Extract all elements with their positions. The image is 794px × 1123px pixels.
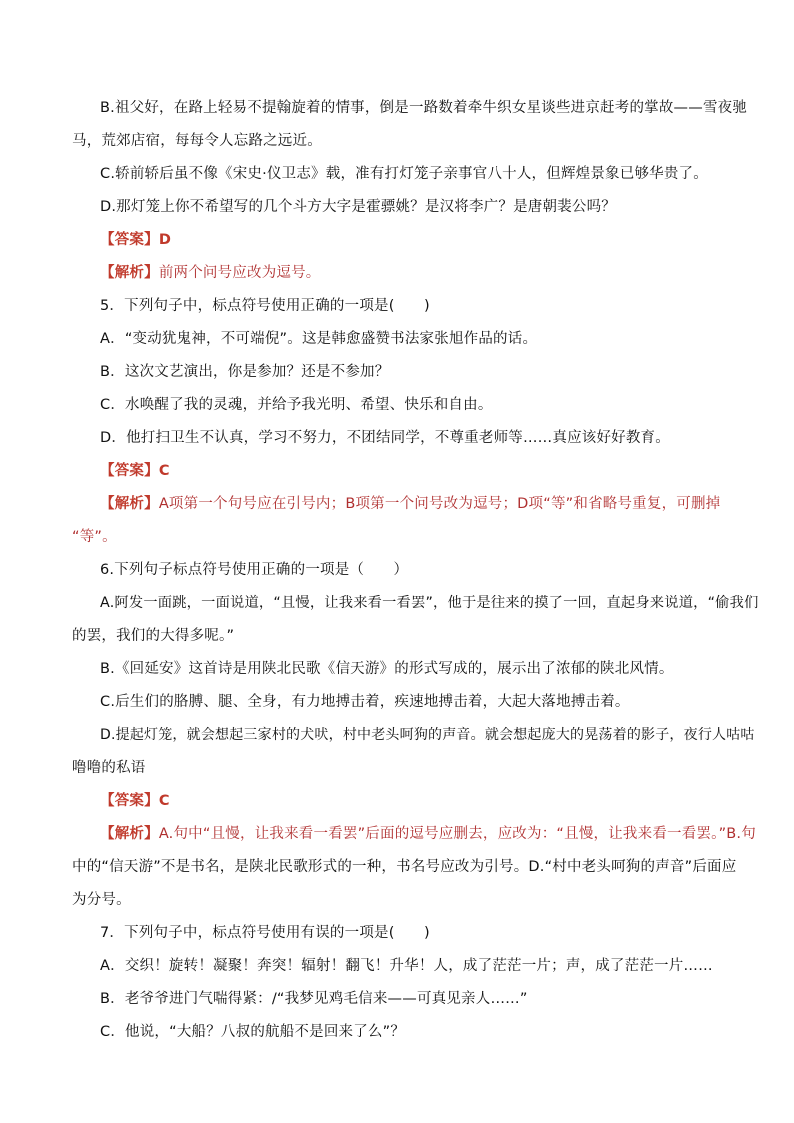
q5-analysis-line2: “等”。 [72,529,117,545]
analysis-text: A项第一个句号应在引号内；B项第一个问号改为逗号；D项“等”和省略号重复，可删掉 [158,496,721,512]
analysis-text: A.句中“且慢，让我来看一看罢”后面的逗号应删去，应改为：“且慢，让我来看一看罢。”B.句 [158,826,756,842]
answer-value: D [158,232,172,248]
q5-stem: 5．下列句子中，标点符号使用正确的一项是( ) [100,298,430,314]
answer-tag: 【答案】 [100,232,159,248]
q4-option-b-line1: B.祖父好，在路上轻易不提翰旋着的情事，倒是一路数着牵牛织女星谈些进京赶考的掌故——雪夜驰 [100,100,748,116]
q6-analysis-line3: 为分号。 [72,892,131,908]
q7-option-b: B．老爷爷进门气喘得紧：/“我梦见鸡毛信来——可真见亲人……” [100,991,528,1007]
q7-stem: 7．下列句子中，标点符号使用有误的一项是( ) [100,925,430,941]
q4-option-d: D.那灯笼上你不希望写的几个斗方大字是霍骠姚？是汉将李广？是唐朝裴公吗？ [100,199,616,215]
q6-analysis-line2: 中的“信天游”不是书名，是陕北民歌形式的一种，书名号应改为引号。D.“村中老头呵狗的声音”后面应 [72,859,737,875]
answer-value: C [158,793,170,809]
q4-answer [100,230,171,250]
answer-tag: 【答案】 [100,463,159,479]
answer-value: C [158,463,170,479]
analysis-tag: 【解析】 [100,265,159,281]
q6-answer [100,791,170,811]
q6-stem: 6.下列句子标点符号使用正确的一项是（ ） [100,562,409,578]
q5-option-a: A．“变动犹鬼神，不可端倪”。这是韩愈盛赞书法家张旭作品的话。 [100,331,538,347]
q6-analysis-line1 [100,824,756,844]
q7-option-a: A．交织！旋转！凝聚！奔突！辐射！翻飞！升华！人，成了茫茫一片；声，成了茫茫一片…… [100,958,713,974]
q4-option-c: C.轿前轿后虽不像《宋史·仪卫志》载，准有打灯笼子亲事官八十人，但辉煌景象已够华贵了。 [100,166,708,182]
analysis-tag: 【解析】 [100,826,159,842]
q5-option-b: B．这次文艺演出，你是参加？还是不参加？ [100,364,390,380]
q6-option-d-line2: 噜噜的私语 [72,760,146,776]
q5-answer [100,461,170,481]
q5-analysis-line1 [100,494,720,514]
q6-option-c: C.后生们的胳膊、腿、全身，有力地搏击着，疾速地搏击着，大起大落地搏击着。 [100,694,630,710]
q4-option-b-line2: 马，荒郊店宿，每每令人忘路之远近。 [72,133,322,149]
q5-option-c: C．水唤醒了我的灵魂，并给予我光明、希望、快乐和自由。 [100,397,493,413]
q6-option-b: B.《回延安》这首诗是用陕北民歌《信天游》的形式写成的，展示出了浓郁的陕北风情。 [100,661,674,677]
q4-analysis [100,263,321,283]
q6-option-a-line1: A.阿发一面跳，一面说道，“且慢，让我来看一看罢”，他于是往来的摸了一回，直起身来说道，“偷我们 [100,595,759,611]
analysis-tag: 【解析】 [100,496,159,512]
q6-option-d-line1: D.提起灯笼，就会想起三家村的犬吠，村中老头呵狗的声音。就会想起庞大的晃荡着的影子，夜行人咕咕 [100,727,755,743]
q5-option-d: D．他打扫卫生不认真，学习不努力，不团结同学，不尊重老师等……真应该好好教育。 [100,430,670,446]
analysis-text: 前两个问号应改为逗号。 [158,265,321,281]
answer-tag: 【答案】 [100,793,159,809]
q6-option-a-line2: 的罢，我们的大得多呢。” [72,628,235,644]
q7-option-c: C．他说，“大船？八叔的航船不是回来了么”？ [100,1024,406,1040]
